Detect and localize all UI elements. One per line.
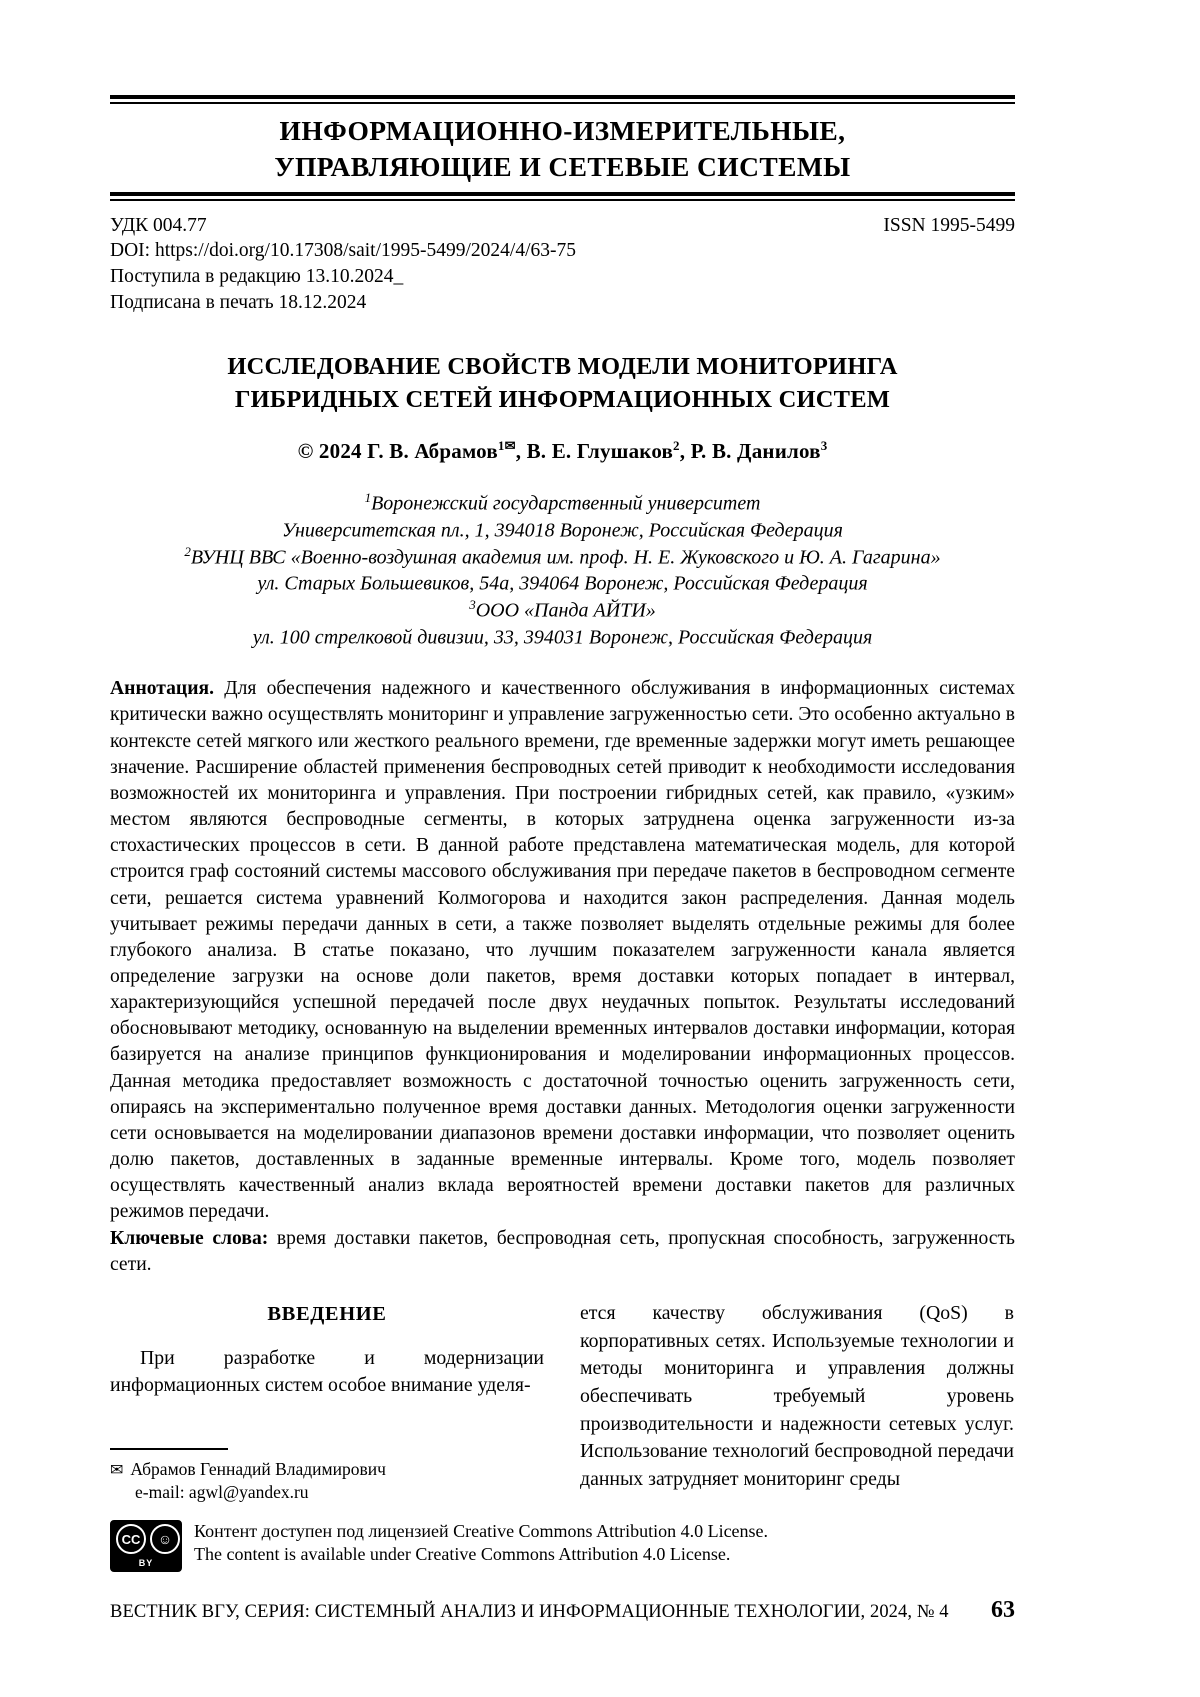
keywords-label: Ключевые слова: xyxy=(110,1227,269,1249)
banner-bottom-rule xyxy=(110,192,1015,201)
author-3-affil-sup: 3 xyxy=(820,438,828,454)
abstract-text: Для обеспечения надежного и качественного обслуживания в информационных системах критически важно осуществлять мониторинг и управление загруженностью сети. Это особенно актуально в контексте сетей мягкого или жесткого реального времени, где временные задержки могут иметь решающее значение. Расширение областей применения беспроводных сетей приводит к необходимости исследования возможностей их мониторинга и управления. При построении гибридных сетей, как правило, «узким» местом являются беспроводные сегменты, в которых затруднена оценка загруженности из-за стохастических процессов в сети. В данной работе представлена математическая модель, для которой строится граф состояний системы массового обслуживания при передаче пакетов в беспроводном сегменте сети, решается система уравнений Колмогорова и находится закон распределения. Данная модель учитывает режимы передачи данных в сети, а также позволяет выделять отдельные режимы для более глубокого анализа. В статье показано, что лучшим показателем загруженности канала является определение загрузки на основе доли пакетов, время доставки которых попадает в интервал, характеризующийся успешной передачей после двух неудачных попыток. Результаты исследований обосновывают методику, основанную на выделении временных интервалов доставки информации, которая базируется на анализе принципов функционирования и моделировании информационных процессов. Данная методика предоставляет возможность с достаточной точностью оценить загруженность сети, опираясь на экспериментально полученное время доставки данных. Методология оценки загруженности сети основывается на моделировании диапазонов времени доставки информации, что позволяет оценить долю пакетов, доставленных в заданные временные интервалы. Кроме того, модель позволяет осуществлять качественный анализ вклада вероятностей времени доставки пакетов для различных режимов передачи. xyxy=(110,678,1015,1223)
journal-section-title xyxy=(110,104,1015,192)
abstract-label: Аннотация. xyxy=(110,678,215,700)
signed-date: Подписана в печать 18.12.2024 xyxy=(110,292,367,314)
affiliation-sup: 2 xyxy=(184,543,191,559)
affiliation-text: ООО «Панда АЙТИ» xyxy=(475,599,656,622)
intro-heading: ВВЕДЕНИЕ xyxy=(267,1302,387,1325)
by-person-icon: ☺ xyxy=(150,1524,180,1554)
page-footer xyxy=(110,1597,1015,1624)
author-1-affil-sup: 1 xyxy=(497,438,505,454)
cc-mark: CC xyxy=(116,1524,146,1554)
keywords-text: время доставки пакетов, беспроводная сеть, пропускная способность, загруженность сети. xyxy=(110,1227,1015,1275)
banner-top-rule xyxy=(110,95,1015,104)
article-title-line2: ГИБРИДНЫХ СЕТЕЙ ИНФОРМАЦИОННЫХ СИСТЕМ xyxy=(234,386,891,414)
authors xyxy=(110,438,1015,464)
issn: ISSN 1995-5499 xyxy=(883,214,1015,236)
footnote-author xyxy=(110,1458,550,1481)
affiliation-text: Воронежский государственный университет xyxy=(371,492,761,515)
license-text xyxy=(194,1520,768,1567)
page-number: 63 xyxy=(991,1597,1015,1623)
footnote xyxy=(110,1448,550,1504)
envelope-icon: ✉ xyxy=(110,1462,124,1479)
affiliations xyxy=(110,490,1015,650)
author-2-affil-sup: 2 xyxy=(673,438,680,454)
udk: УДК 004.77 xyxy=(110,214,207,236)
affiliation-sup: 1 xyxy=(364,490,372,506)
affiliation-line xyxy=(110,570,1015,597)
doi: DOI: https://doi.org/10.17308/sait/1995-5499/2024/4/63-75 xyxy=(110,240,577,262)
article-title-line1: ИССЛЕДОВАНИЕ СВОЙСТВ МОДЕЛИ МОНИТОРИНГА xyxy=(227,353,898,381)
received-date: Поступила в редакцию 13.10.2024_ xyxy=(110,266,404,288)
affiliation-line xyxy=(110,597,1015,624)
affiliation-text: ВУНЦ ВВС «Военно-воздушная академия им. проф. Н. Е. Жуковского и Ю. А. Гагарина» xyxy=(190,546,941,569)
affiliation-text: ул. Старых Большевиков, 54а, 394064 Воронеж, Российская Федерация xyxy=(257,572,868,595)
intro-paragraph-left: При разработке и модернизации информационных систем особое внимание уделя- xyxy=(110,1346,544,1397)
footnote-rule xyxy=(110,1448,228,1450)
author-1: © 2024 Г. В. Абрамов xyxy=(297,439,498,464)
journal-section-title-line1: ИНФОРМАЦИОННО-ИЗМЕРИТЕЛЬНЫЕ, xyxy=(279,115,846,146)
abstract xyxy=(110,676,1015,1225)
intro-paragraph-right: ется качеству обслуживания (QoS) в корпоративных сетях. Используемые технологии и методы мониторинга и управления должны обеспечивать требуемый уровень производительности и надежности сетевых услуг. Использование технологий беспроводной передачи данных затрудняет мониторинг среды xyxy=(580,1301,1014,1491)
affiliation-line xyxy=(110,544,1015,571)
keywords xyxy=(110,1226,1015,1278)
affiliation-text: ул. 100 стрелковой дивизии, 33, 394031 Воронеж, Российская Федерация xyxy=(252,626,873,649)
footer-journal-line: ВЕСТНИК ВГУ, СЕРИЯ: СИСТЕМНЫЙ АНАЛИЗ И ИНФОРМАЦИОННЫЕ ТЕХНОЛОГИИ, 2024, № 4 xyxy=(110,1602,949,1622)
column-right xyxy=(580,1300,1014,1494)
license-line-en: The content is available under Creative Commons Attribution 4.0 License. xyxy=(194,1544,731,1565)
footnote-author-name: Абрамов Геннадий Владимирович xyxy=(130,1459,386,1479)
affiliation-line xyxy=(110,517,1015,544)
license-block xyxy=(110,1520,900,1572)
section-banner xyxy=(110,95,1015,201)
page-title xyxy=(110,350,1015,416)
affiliation-line xyxy=(110,624,1015,651)
footnote-email: e-mail: agwl@yandex.ru xyxy=(135,1482,309,1503)
affiliation-line xyxy=(110,490,1015,517)
by-label: BY xyxy=(138,1558,154,1568)
creative-commons-icon xyxy=(110,1520,182,1572)
affiliation-text: Университетская пл., 1, 394018 Воронеж, Российская Федерация xyxy=(282,519,843,542)
paper-content xyxy=(110,95,1015,1494)
author-3: , Р. В. Данилов xyxy=(679,439,821,464)
article-metadata xyxy=(110,213,1015,317)
author-2: , В. Е. Глушаков xyxy=(515,439,674,464)
journal-section-title-line2: УПРАВЛЯЮЩИЕ И СЕТЕВЫЕ СИСТЕМЫ xyxy=(274,150,851,182)
license-line-ru: Контент доступен под лицензией Creative Commons Attribution 4.0 License. xyxy=(194,1521,769,1541)
affiliation-sup: 3 xyxy=(469,596,476,612)
envelope-icon: ✉ xyxy=(504,438,516,454)
